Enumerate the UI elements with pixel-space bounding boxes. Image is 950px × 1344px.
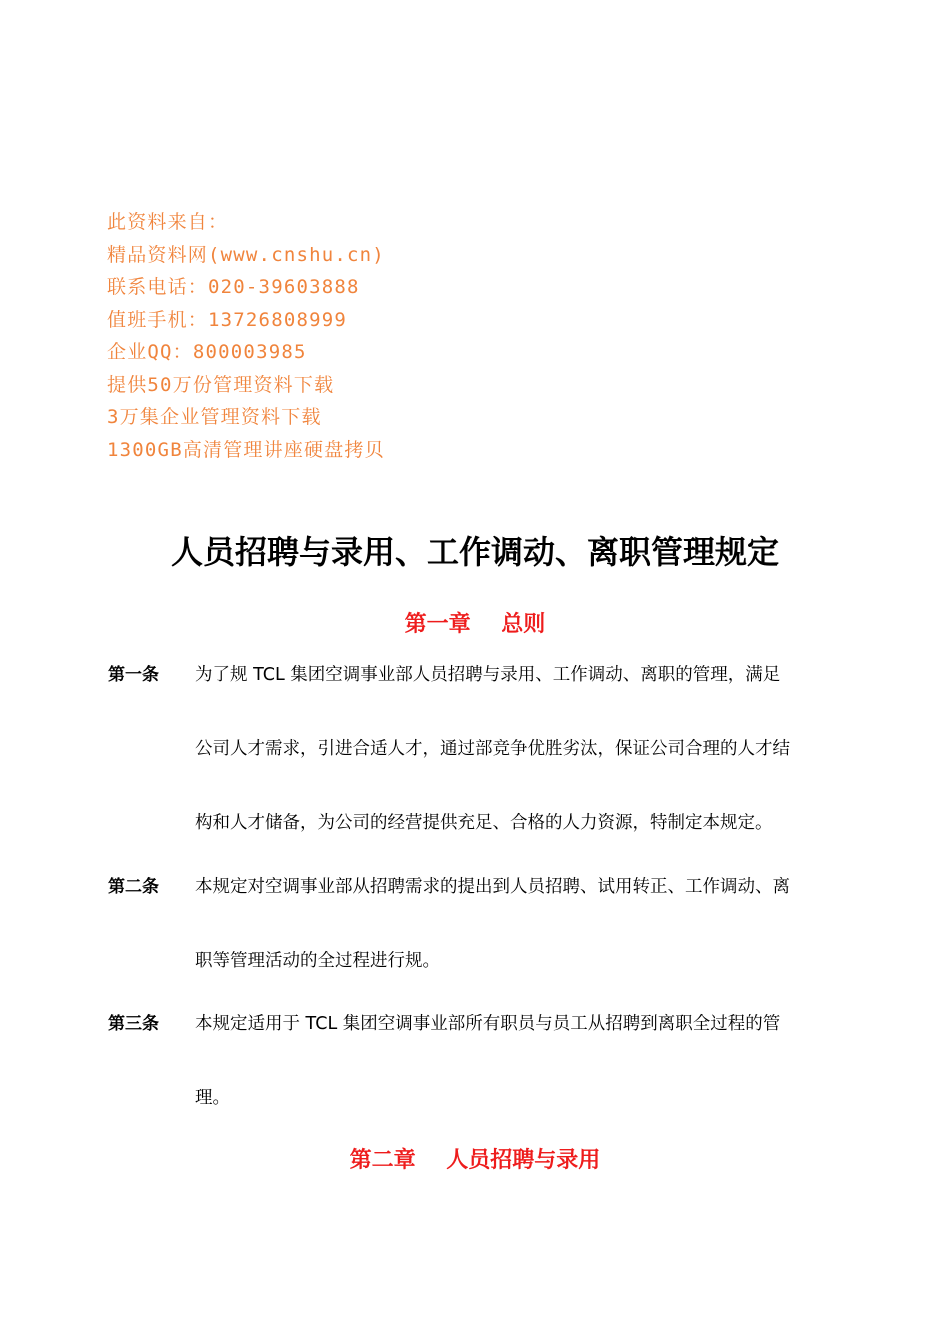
article-line: 为了规 TCL 集团空调事业部人员招聘与录用、工作调动、离职的管理，满足 xyxy=(195,665,781,685)
document-title: 人员招聘与录用、工作调动、离职管理规定 xyxy=(170,533,779,571)
mobile-line: 值班手机：13726808999 xyxy=(107,308,348,331)
article-line: 职等管理活动的全过程进行规。 xyxy=(195,951,440,971)
offer-line-3: 1300GB高清管理讲座硬盘拷贝 xyxy=(107,438,385,461)
article-body xyxy=(195,662,855,836)
article-line: 理。 xyxy=(195,1088,230,1108)
article-line: 本规定对空调事业部从招聘需求的提出到人员招聘、试用转正、工作调动、离 xyxy=(195,877,790,897)
article-label: 第三条 xyxy=(108,1014,159,1034)
article-body xyxy=(195,874,855,974)
article-line: 公司人才需求，引进合适人才，通过部竞争优胜劣汰，保证公司合理的人才结 xyxy=(195,739,790,759)
source-info-block xyxy=(107,206,627,466)
chapter-heading-2: 第二章 人员招聘与录用 xyxy=(349,1148,601,1173)
chapter-heading-1: 第一章 总则 xyxy=(404,612,546,637)
article-line: 本规定适用于 TCL 集团空调事业部所有职员与员工从招聘到离职全过程的管 xyxy=(195,1014,781,1034)
source-line: 此资料来自： xyxy=(107,211,229,233)
offer-line-1: 提供50万份管理资料下载 xyxy=(107,373,335,396)
phone-line: 联系电话：020-39603888 xyxy=(107,276,360,298)
website-line: 精品资料网(www.cnshu.cn) xyxy=(107,243,385,266)
article-label: 第一条 xyxy=(108,665,159,685)
offer-line-2: 3万集企业管理资料下载 xyxy=(107,406,322,428)
qq-line: 企业QQ：800003985 xyxy=(107,341,307,363)
article-label: 第二条 xyxy=(108,877,159,897)
article-body xyxy=(195,1011,855,1111)
article-line: 构和人才储备，为公司的经营提供充足、合格的人力资源，特制定本规定。 xyxy=(195,813,773,833)
